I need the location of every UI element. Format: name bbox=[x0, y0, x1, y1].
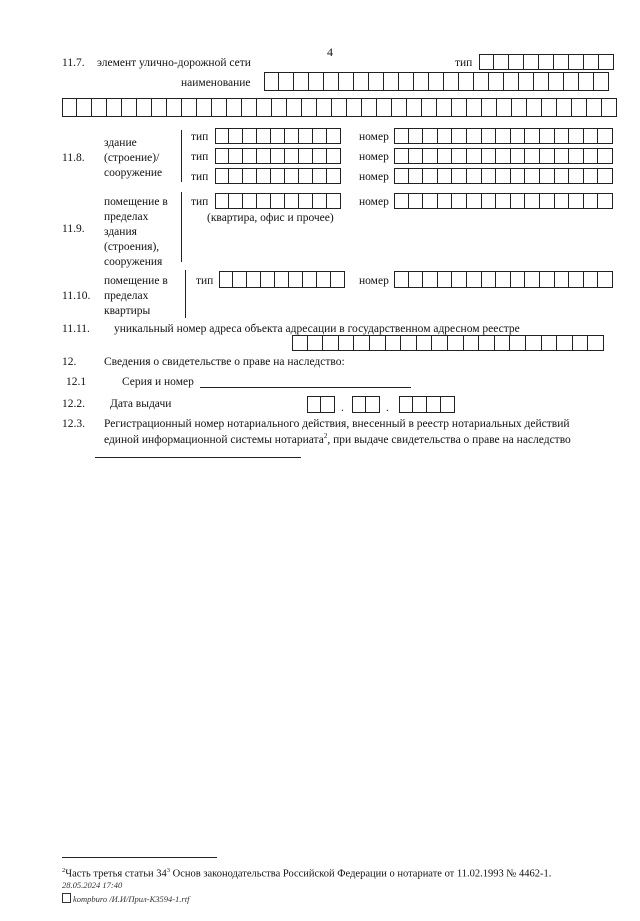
char-cell[interactable] bbox=[569, 271, 584, 288]
char-cell[interactable] bbox=[438, 128, 453, 144]
section-12-3-text-line1: Регистрационный номер нотариального действия, внесенный в реестр нотариальных действий bbox=[104, 418, 570, 430]
char-cell[interactable] bbox=[569, 193, 584, 209]
char-cell[interactable] bbox=[452, 148, 467, 164]
char-cell[interactable] bbox=[409, 128, 424, 144]
char-cell[interactable] bbox=[197, 98, 212, 117]
char-cell[interactable] bbox=[289, 271, 303, 288]
char-cell[interactable] bbox=[307, 396, 321, 413]
footnote-text-part1: Часть третья статьи 34 bbox=[65, 868, 167, 880]
stamp-file-name: kompburo /И.И/Прил-К3594-1.rtf bbox=[73, 894, 190, 904]
char-cell[interactable] bbox=[467, 98, 482, 117]
char-cell[interactable] bbox=[584, 193, 599, 209]
section-11-8-type-label: тип bbox=[191, 151, 209, 163]
char-cell[interactable] bbox=[423, 128, 438, 144]
char-cell[interactable] bbox=[401, 335, 417, 351]
char-cell[interactable] bbox=[482, 128, 497, 144]
footnote-marker: 2 bbox=[62, 867, 66, 874]
char-cell[interactable] bbox=[494, 54, 509, 70]
char-cell[interactable] bbox=[394, 271, 409, 288]
char-cell[interactable] bbox=[540, 193, 555, 209]
section-11-9-number-boxes[interactable] bbox=[394, 193, 613, 209]
char-cell[interactable] bbox=[243, 193, 257, 209]
char-cell[interactable] bbox=[339, 335, 355, 351]
section-11-9-label-line: помещение в bbox=[104, 196, 168, 208]
section-11-10-number: 11.10. bbox=[62, 290, 91, 302]
char-cell[interactable] bbox=[394, 168, 409, 184]
char-cell[interactable] bbox=[324, 72, 339, 91]
char-cell[interactable] bbox=[452, 98, 467, 117]
char-cell[interactable] bbox=[542, 335, 558, 351]
section-11-8-type-label: тип bbox=[191, 131, 209, 143]
char-cell[interactable] bbox=[584, 271, 599, 288]
char-cell[interactable] bbox=[467, 193, 482, 209]
char-cell[interactable] bbox=[464, 335, 480, 351]
section-12-3-number: 12.3. bbox=[62, 418, 85, 430]
char-cell[interactable] bbox=[587, 98, 602, 117]
char-cell[interactable] bbox=[573, 335, 589, 351]
char-cell[interactable] bbox=[294, 72, 309, 91]
char-cell[interactable] bbox=[510, 335, 526, 351]
char-cell[interactable] bbox=[584, 148, 599, 164]
section-11-11-number: 11.11. bbox=[62, 323, 90, 335]
stamp-file bbox=[62, 893, 189, 904]
char-cell[interactable] bbox=[524, 54, 539, 70]
char-cell[interactable] bbox=[511, 193, 526, 209]
section-11-9-label-line: пределах bbox=[104, 211, 149, 223]
char-cell[interactable] bbox=[257, 128, 271, 144]
char-cell[interactable] bbox=[482, 193, 497, 209]
char-cell[interactable] bbox=[352, 396, 366, 413]
section-11-7-name-boxes-row2[interactable] bbox=[62, 98, 617, 117]
char-cell[interactable] bbox=[309, 72, 324, 91]
char-cell[interactable] bbox=[271, 148, 285, 164]
char-cell[interactable] bbox=[452, 128, 467, 144]
char-cell[interactable] bbox=[271, 193, 285, 209]
section-11-10-type-boxes[interactable] bbox=[219, 271, 345, 288]
char-cell[interactable] bbox=[392, 98, 407, 117]
char-cell[interactable] bbox=[285, 128, 299, 144]
section-11-8-type-boxes[interactable] bbox=[215, 168, 341, 184]
char-cell[interactable] bbox=[264, 72, 279, 91]
char-cell[interactable] bbox=[489, 72, 504, 91]
footnote-article-sup: 3 bbox=[166, 867, 170, 874]
char-cell[interactable] bbox=[409, 148, 424, 164]
char-cell[interactable] bbox=[215, 128, 229, 144]
char-cell[interactable] bbox=[417, 335, 433, 351]
char-cell[interactable] bbox=[482, 98, 497, 117]
char-cell[interactable] bbox=[555, 128, 570, 144]
char-cell[interactable] bbox=[257, 98, 272, 117]
char-cell[interactable] bbox=[598, 128, 613, 144]
char-cell[interactable] bbox=[539, 54, 554, 70]
char-cell[interactable] bbox=[370, 335, 386, 351]
char-cell[interactable] bbox=[423, 148, 438, 164]
char-cell[interactable] bbox=[525, 271, 540, 288]
char-cell[interactable] bbox=[227, 98, 242, 117]
section-12-3-text-line2-pre: единой информационной системы нотариата bbox=[104, 433, 324, 446]
section-11-9-type-label: тип bbox=[191, 196, 209, 208]
char-cell[interactable] bbox=[313, 193, 327, 209]
char-cell[interactable] bbox=[299, 168, 313, 184]
section-11-8-type-boxes[interactable] bbox=[215, 128, 341, 144]
char-cell[interactable] bbox=[422, 98, 437, 117]
char-cell[interactable] bbox=[511, 168, 526, 184]
char-cell[interactable] bbox=[271, 128, 285, 144]
char-cell[interactable] bbox=[354, 72, 369, 91]
section-12-2-day-boxes[interactable] bbox=[307, 396, 335, 413]
section-11-10-bracket bbox=[185, 270, 186, 318]
char-cell[interactable] bbox=[409, 271, 424, 288]
char-cell[interactable] bbox=[467, 128, 482, 144]
char-cell[interactable] bbox=[511, 148, 526, 164]
section-11-7-label: элемент улично-дорожной сети bbox=[97, 57, 251, 69]
char-cell[interactable] bbox=[275, 271, 289, 288]
char-cell[interactable] bbox=[317, 98, 332, 117]
char-cell[interactable] bbox=[423, 168, 438, 184]
section-12-2-month-boxes[interactable] bbox=[352, 396, 380, 413]
char-cell[interactable] bbox=[555, 148, 570, 164]
char-cell[interactable] bbox=[527, 98, 542, 117]
char-cell[interactable] bbox=[452, 168, 467, 184]
char-cell[interactable] bbox=[509, 54, 524, 70]
char-cell[interactable] bbox=[525, 148, 540, 164]
char-cell[interactable] bbox=[555, 271, 570, 288]
char-cell[interactable] bbox=[299, 148, 313, 164]
char-cell[interactable] bbox=[525, 193, 540, 209]
char-cell[interactable] bbox=[497, 98, 512, 117]
char-cell[interactable] bbox=[438, 193, 453, 209]
char-cell[interactable] bbox=[467, 168, 482, 184]
char-cell[interactable] bbox=[122, 98, 137, 117]
char-cell[interactable] bbox=[299, 193, 313, 209]
char-cell[interactable] bbox=[107, 98, 122, 117]
char-cell[interactable] bbox=[354, 335, 370, 351]
char-cell[interactable] bbox=[555, 168, 570, 184]
char-cell[interactable] bbox=[212, 98, 227, 117]
char-cell[interactable] bbox=[243, 168, 257, 184]
date-separator: . bbox=[341, 402, 344, 414]
char-cell[interactable] bbox=[511, 271, 526, 288]
section-12-number: 12. bbox=[62, 356, 77, 368]
char-cell[interactable] bbox=[308, 335, 324, 351]
char-cell[interactable] bbox=[233, 271, 247, 288]
char-cell[interactable] bbox=[427, 396, 441, 413]
char-cell[interactable] bbox=[347, 98, 362, 117]
char-cell[interactable] bbox=[525, 128, 540, 144]
section-11-8-number: 11.8. bbox=[62, 152, 85, 164]
char-cell[interactable] bbox=[215, 193, 229, 209]
char-cell[interactable] bbox=[438, 168, 453, 184]
char-cell[interactable] bbox=[317, 271, 331, 288]
char-cell[interactable] bbox=[285, 148, 299, 164]
char-cell[interactable] bbox=[584, 168, 599, 184]
footnote-text-part2: Основ законодательства Российской Федерации о нотариате от 11.02.1993 № 4462-1. bbox=[170, 868, 552, 880]
char-cell[interactable] bbox=[598, 168, 613, 184]
char-cell[interactable] bbox=[299, 128, 313, 144]
char-cell[interactable] bbox=[261, 271, 275, 288]
char-cell[interactable] bbox=[229, 128, 243, 144]
char-cell[interactable] bbox=[569, 128, 584, 144]
section-12-2-number: 12.2. bbox=[62, 398, 85, 410]
char-cell[interactable] bbox=[584, 54, 599, 70]
section-11-10-type-label: тип bbox=[196, 275, 214, 287]
char-cell[interactable] bbox=[339, 72, 354, 91]
char-cell[interactable] bbox=[285, 168, 299, 184]
page-number: 4 bbox=[327, 45, 333, 59]
char-cell[interactable] bbox=[598, 148, 613, 164]
section-11-10-number-label: номер bbox=[359, 275, 389, 287]
char-cell[interactable] bbox=[215, 168, 229, 184]
char-cell[interactable] bbox=[594, 72, 609, 91]
char-cell[interactable] bbox=[362, 98, 377, 117]
char-cell[interactable] bbox=[448, 335, 464, 351]
char-cell[interactable] bbox=[414, 72, 429, 91]
char-cell[interactable] bbox=[438, 271, 453, 288]
char-cell[interactable] bbox=[257, 193, 271, 209]
section-11-11-boxes[interactable] bbox=[292, 335, 604, 351]
section-11-9-type-boxes[interactable] bbox=[215, 193, 341, 209]
stamp-date: 28.05.2024 17:40 bbox=[62, 880, 123, 890]
section-11-8-number-boxes[interactable] bbox=[394, 148, 613, 164]
char-cell[interactable] bbox=[313, 128, 327, 144]
section-12-3-text-line2 bbox=[104, 433, 571, 446]
char-cell[interactable] bbox=[229, 148, 243, 164]
char-cell[interactable] bbox=[540, 128, 555, 144]
char-cell[interactable] bbox=[482, 168, 497, 184]
char-cell[interactable] bbox=[441, 396, 455, 413]
char-cell[interactable] bbox=[327, 193, 341, 209]
char-cell[interactable] bbox=[542, 98, 557, 117]
char-cell[interactable] bbox=[474, 72, 489, 91]
char-cell[interactable] bbox=[394, 148, 409, 164]
section-11-7-name-label: наименование bbox=[181, 77, 251, 89]
char-cell[interactable] bbox=[229, 193, 243, 209]
char-cell[interactable] bbox=[407, 98, 422, 117]
char-cell[interactable] bbox=[526, 335, 542, 351]
section-11-8-number-boxes[interactable] bbox=[394, 128, 613, 144]
char-cell[interactable] bbox=[152, 98, 167, 117]
char-cell[interactable] bbox=[423, 193, 438, 209]
char-cell[interactable] bbox=[377, 98, 392, 117]
char-cell[interactable] bbox=[438, 148, 453, 164]
section-12-3-registration-line[interactable] bbox=[95, 457, 301, 458]
char-cell[interactable] bbox=[569, 54, 584, 70]
section-11-9-type-hint: (квартира, офис и прочее) bbox=[207, 212, 334, 224]
date-separator: . bbox=[386, 402, 389, 414]
char-cell[interactable] bbox=[598, 271, 613, 288]
section-11-8-number-label: номер bbox=[359, 171, 389, 183]
char-cell[interactable] bbox=[279, 72, 294, 91]
char-cell[interactable] bbox=[313, 168, 327, 184]
section-12-2-label: Дата выдачи bbox=[110, 398, 172, 410]
footnote-separator bbox=[62, 857, 217, 858]
section-11-9-number: 11.9. bbox=[62, 223, 85, 235]
char-cell[interactable] bbox=[321, 396, 335, 413]
char-cell[interactable] bbox=[167, 98, 182, 117]
char-cell[interactable] bbox=[327, 168, 341, 184]
section-11-9-label-line: здания bbox=[104, 226, 137, 238]
char-cell[interactable] bbox=[479, 335, 495, 351]
char-cell[interactable] bbox=[504, 72, 519, 91]
section-11-8-number-label: номер bbox=[359, 151, 389, 163]
char-cell[interactable] bbox=[413, 396, 427, 413]
char-cell[interactable] bbox=[423, 271, 438, 288]
char-cell[interactable] bbox=[272, 98, 287, 117]
char-cell[interactable] bbox=[437, 98, 452, 117]
section-11-7-name-boxes-row1[interactable] bbox=[264, 72, 609, 91]
char-cell[interactable] bbox=[331, 271, 345, 288]
section-11-9-label-line: сооружения bbox=[104, 256, 163, 268]
section-11-9-number-label: номер bbox=[359, 196, 389, 208]
char-cell[interactable] bbox=[243, 128, 257, 144]
char-cell[interactable] bbox=[394, 193, 409, 209]
section-11-8-label-line: (строение)/ bbox=[104, 152, 160, 164]
char-cell[interactable] bbox=[496, 271, 511, 288]
section-12-1-series-line[interactable] bbox=[200, 387, 411, 388]
char-cell[interactable] bbox=[482, 271, 497, 288]
char-cell[interactable] bbox=[496, 128, 511, 144]
char-cell[interactable] bbox=[384, 72, 399, 91]
section-12-2-year-boxes[interactable] bbox=[399, 396, 455, 413]
char-cell[interactable] bbox=[572, 98, 587, 117]
char-cell[interactable] bbox=[332, 98, 347, 117]
char-cell[interactable] bbox=[369, 72, 384, 91]
char-cell[interactable] bbox=[540, 148, 555, 164]
section-12-1-number: 12.1 bbox=[66, 376, 87, 388]
section-11-10-label-line: пределах bbox=[104, 290, 149, 302]
section-11-9-bracket bbox=[181, 192, 182, 262]
char-cell[interactable] bbox=[467, 271, 482, 288]
char-cell[interactable] bbox=[496, 148, 511, 164]
char-cell[interactable] bbox=[549, 72, 564, 91]
section-11-8-number-label: номер bbox=[359, 131, 389, 143]
section-12-label: Сведения о свидетельстве о праве на наследство: bbox=[104, 356, 345, 368]
section-11-8-type-label: тип bbox=[191, 171, 209, 183]
char-cell[interactable] bbox=[302, 98, 317, 117]
document-icon bbox=[62, 893, 71, 903]
section-11-10-label-line: квартиры bbox=[104, 305, 151, 317]
char-cell[interactable] bbox=[496, 193, 511, 209]
char-cell[interactable] bbox=[215, 148, 229, 164]
char-cell[interactable] bbox=[394, 128, 409, 144]
section-11-10-number-boxes[interactable] bbox=[394, 271, 613, 288]
char-cell[interactable] bbox=[287, 98, 302, 117]
char-cell[interactable] bbox=[512, 98, 527, 117]
section-11-11-label: уникальный номер адреса объекта адресации в государственном адресном реестре bbox=[114, 323, 520, 335]
char-cell[interactable] bbox=[467, 148, 482, 164]
char-cell[interactable] bbox=[459, 72, 474, 91]
char-cell[interactable] bbox=[602, 98, 617, 117]
char-cell[interactable] bbox=[92, 98, 107, 117]
char-cell[interactable] bbox=[496, 168, 511, 184]
section-12-3-text-line2-post: , при выдаче свидетельства о праве на наследство bbox=[327, 433, 571, 446]
char-cell[interactable] bbox=[285, 193, 299, 209]
section-11-8-bracket bbox=[181, 130, 182, 182]
char-cell[interactable] bbox=[555, 193, 570, 209]
char-cell[interactable] bbox=[182, 98, 197, 117]
char-cell[interactable] bbox=[557, 98, 572, 117]
char-cell[interactable] bbox=[303, 271, 317, 288]
char-cell[interactable] bbox=[399, 72, 414, 91]
section-11-7-number: 11.7. bbox=[62, 57, 85, 69]
char-cell[interactable] bbox=[229, 168, 243, 184]
section-11-7-type-boxes[interactable] bbox=[479, 54, 614, 70]
char-cell[interactable] bbox=[452, 193, 467, 209]
char-cell[interactable] bbox=[327, 148, 341, 164]
char-cell[interactable] bbox=[540, 168, 555, 184]
char-cell[interactable] bbox=[482, 148, 497, 164]
char-cell[interactable] bbox=[444, 72, 459, 91]
char-cell[interactable] bbox=[525, 168, 540, 184]
char-cell[interactable] bbox=[569, 148, 584, 164]
char-cell[interactable] bbox=[519, 72, 534, 91]
char-cell[interactable] bbox=[557, 335, 573, 351]
section-11-8-label-line: сооружение bbox=[104, 167, 163, 179]
char-cell[interactable] bbox=[432, 335, 448, 351]
char-cell[interactable] bbox=[409, 168, 424, 184]
char-cell[interactable] bbox=[327, 128, 341, 144]
char-cell[interactable] bbox=[429, 72, 444, 91]
char-cell[interactable] bbox=[495, 335, 511, 351]
char-cell[interactable] bbox=[257, 168, 271, 184]
section-11-8-number-boxes[interactable] bbox=[394, 168, 613, 184]
char-cell[interactable] bbox=[540, 271, 555, 288]
char-cell[interactable] bbox=[366, 396, 380, 413]
section-12-1-label: Серия и номер bbox=[122, 376, 194, 388]
section-11-10-label-line: помещение в bbox=[104, 275, 168, 287]
char-cell[interactable] bbox=[409, 193, 424, 209]
char-cell[interactable] bbox=[598, 193, 613, 209]
section-11-8-type-boxes[interactable] bbox=[215, 148, 341, 164]
char-cell[interactable] bbox=[242, 98, 257, 117]
char-cell[interactable] bbox=[584, 128, 599, 144]
char-cell[interactable] bbox=[452, 271, 467, 288]
char-cell[interactable] bbox=[386, 335, 402, 351]
char-cell[interactable] bbox=[313, 148, 327, 164]
char-cell[interactable] bbox=[534, 72, 549, 91]
char-cell[interactable] bbox=[323, 335, 339, 351]
section-11-8-label-line: здание bbox=[104, 137, 137, 149]
char-cell[interactable] bbox=[137, 98, 152, 117]
footnote-text bbox=[62, 868, 551, 880]
char-cell[interactable] bbox=[62, 98, 77, 117]
footnote-ref: 2 bbox=[323, 432, 328, 440]
char-cell[interactable] bbox=[247, 271, 261, 288]
char-cell[interactable] bbox=[292, 335, 308, 351]
char-cell[interactable] bbox=[479, 54, 494, 70]
char-cell[interactable] bbox=[588, 335, 604, 351]
char-cell[interactable] bbox=[257, 148, 271, 164]
char-cell[interactable] bbox=[564, 72, 579, 91]
char-cell[interactable] bbox=[511, 128, 526, 144]
section-11-7-type-label: тип bbox=[455, 57, 473, 69]
char-cell[interactable] bbox=[554, 54, 569, 70]
char-cell[interactable] bbox=[399, 396, 413, 413]
char-cell[interactable] bbox=[579, 72, 594, 91]
char-cell[interactable] bbox=[243, 148, 257, 164]
char-cell[interactable] bbox=[219, 271, 233, 288]
section-11-9-label-line: (строения), bbox=[104, 241, 160, 253]
char-cell[interactable] bbox=[569, 168, 584, 184]
char-cell[interactable] bbox=[599, 54, 614, 70]
char-cell[interactable] bbox=[271, 168, 285, 184]
char-cell[interactable] bbox=[77, 98, 92, 117]
